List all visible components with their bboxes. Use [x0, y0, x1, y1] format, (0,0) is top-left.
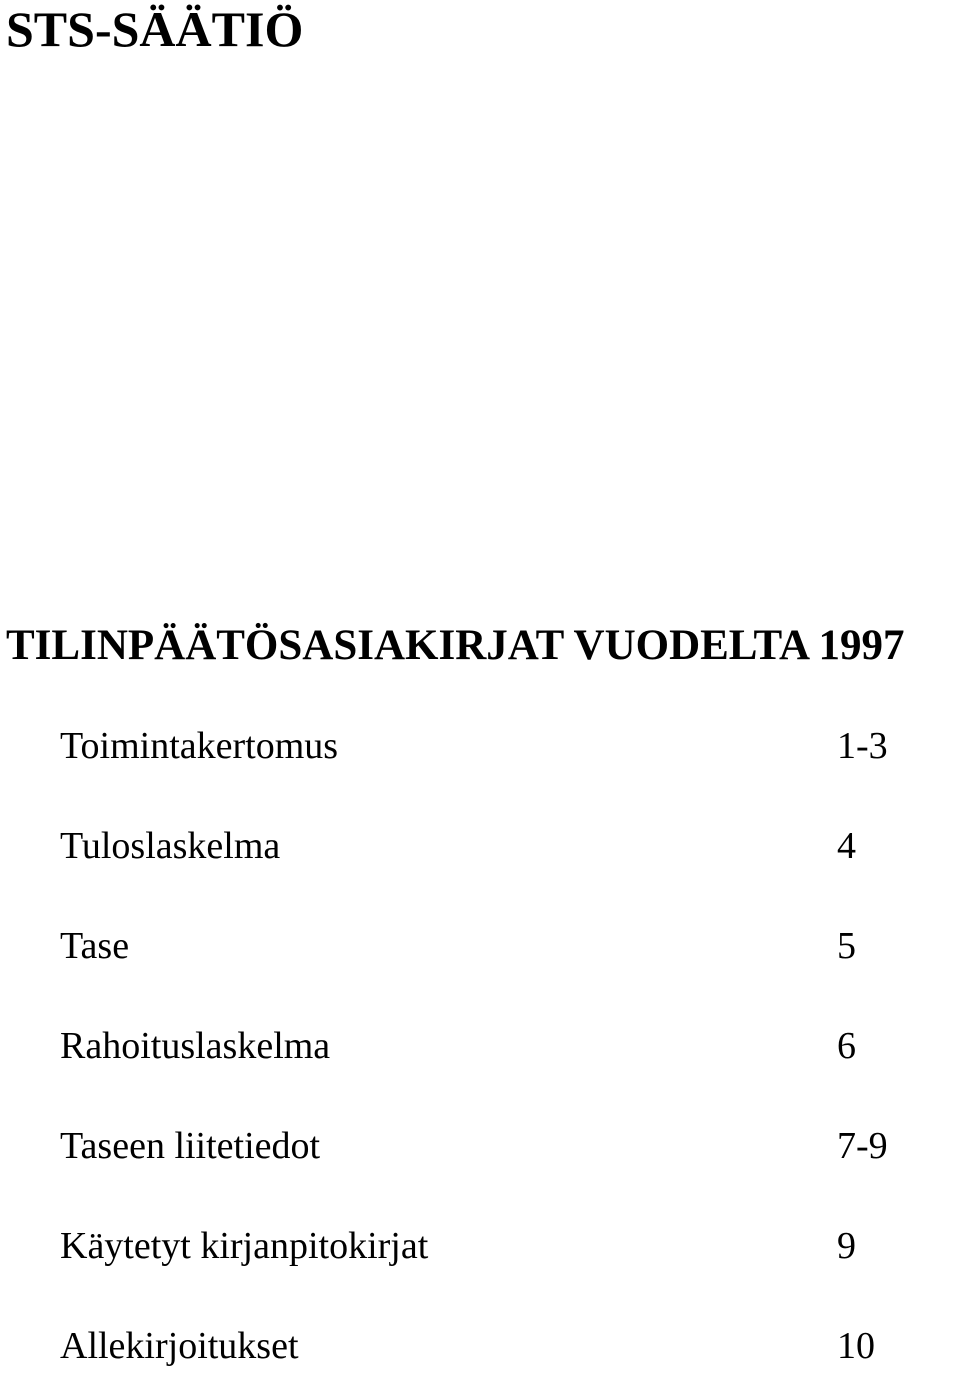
- toc-label: Käytetyt kirjanpitokirjat: [60, 1225, 429, 1267]
- toc-row-tuloslaskelma: [60, 821, 940, 871]
- toc-label: Toimintakertomus: [60, 725, 339, 767]
- toc-page-number: 10: [837, 1325, 875, 1367]
- toc-row-kaytetyt-kirjanpitokirjat: [60, 1221, 940, 1271]
- toc-page-number: 4: [837, 825, 856, 867]
- toc-label: Taseen liitetiedot: [60, 1125, 321, 1167]
- toc-page-number: 6: [837, 1025, 856, 1067]
- toc-row-rahoituslaskelma: [60, 1021, 940, 1071]
- document-heading: TILINPÄÄTÖSASIAKIRJAT VUODELTA 1997: [6, 622, 905, 669]
- toc-label: Tuloslaskelma: [60, 825, 281, 867]
- toc-page-number: 9: [837, 1225, 856, 1267]
- toc-label: Tase: [60, 925, 130, 967]
- toc-label: Rahoituslaskelma: [60, 1025, 331, 1067]
- toc-label: Allekirjoitukset: [60, 1325, 299, 1367]
- toc-row-tase: [60, 921, 940, 971]
- organization-title: STS-SÄÄTIÖ: [6, 1, 304, 57]
- toc-row-allekirjoitukset: [60, 1321, 940, 1371]
- toc-row-taseen-liitetiedot: [60, 1121, 940, 1171]
- toc-page-number: 5: [837, 925, 856, 967]
- toc-row-toimintakertomus: [60, 721, 940, 771]
- toc-page-number: 7-9: [837, 1125, 888, 1167]
- toc-page-number: 1-3: [837, 725, 888, 767]
